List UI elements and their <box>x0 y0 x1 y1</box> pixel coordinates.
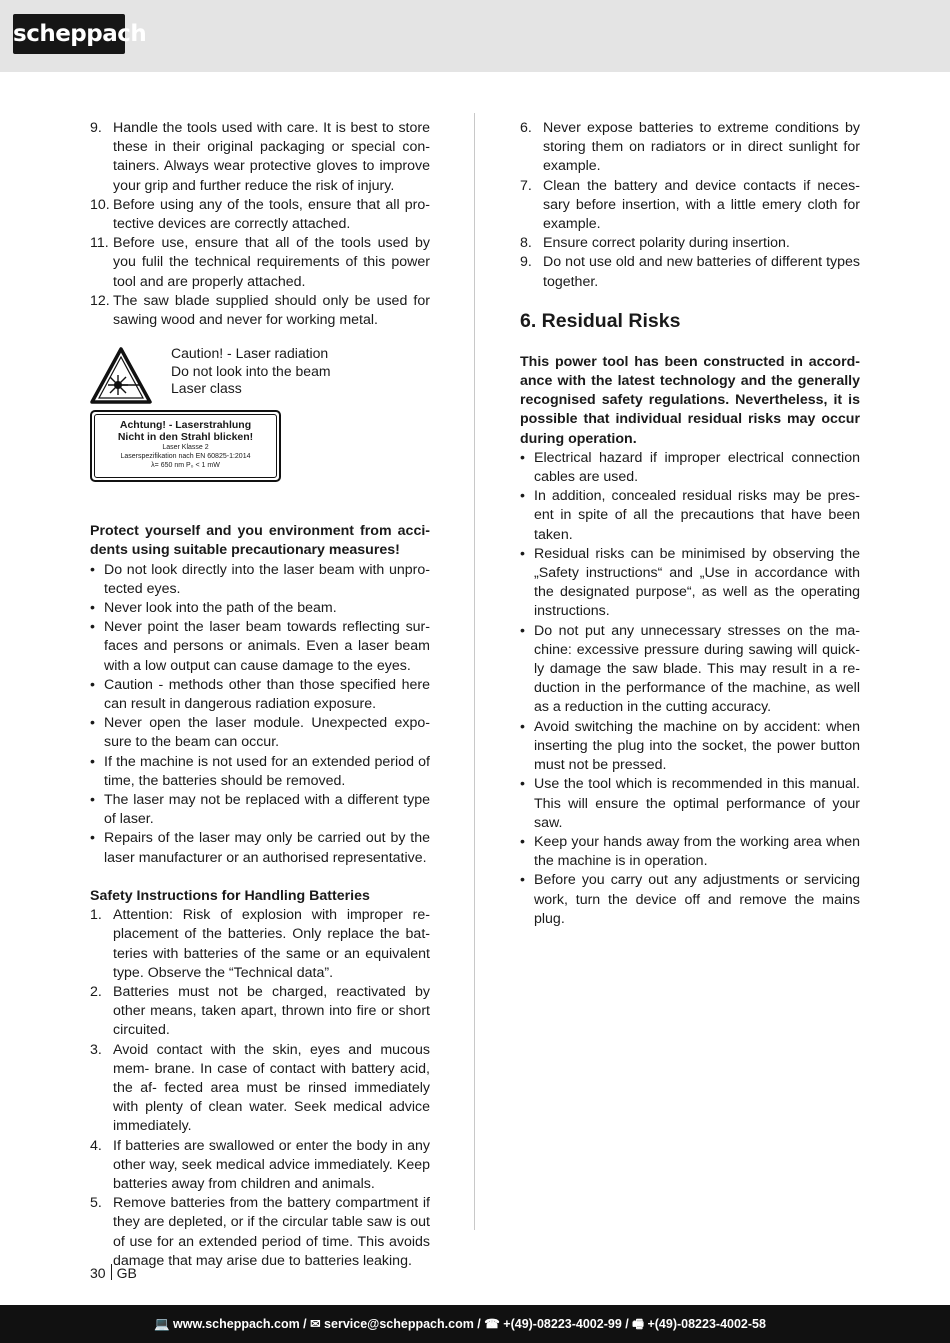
list-item: 1. Attention: Risk of explosion with improper re- placement of the batteries. Only replace the bat- teries with batteries of the same or an equivalent type. Observe the “Technical data”. <box>90 907 430 981</box>
list-item: • Repairs of the laser may only be carried out by the laser manufacturer or an authorised representative. <box>90 829 430 867</box>
protect-heading: Protect yourself and you environment from acci- dents using suitable precautionary measures! <box>90 523 430 559</box>
laser-caption: Caution! - Laser radiation Do not look into the beam Laser class <box>171 345 331 397</box>
list-item: • Do not put any unnecessary stresses on the ma- chine: excessive pressure during sawing will quick- ly damage the saw blade. This may result in a re- duction in the performance of the machine, as well as a reduction in the cutting accuracy. <box>520 622 860 718</box>
residual-risks-list <box>520 449 860 929</box>
list-item: • Do not look directly into the laser beam with unpro- tected eyes. <box>90 561 430 599</box>
battery-list-continued <box>520 119 860 292</box>
list-item: • Avoid switching the machine on by accident: when inserting the plug into the socket, the power button must not be pressed. <box>520 718 860 776</box>
laser-hazard-icon <box>90 347 152 405</box>
list-item: 12. The saw blade supplied should only be used for sawing wood and never for working metal. <box>90 292 430 329</box>
list-item: 2. Batteries must not be charged, reactivated by other means, taken apart, thrown into fire or short circuited. <box>90 983 430 1039</box>
header-bar <box>0 0 950 72</box>
list-item: 10. Before using any of the tools, ensure that all pro- tective devices are correctly attached. <box>90 196 430 233</box>
list-item: • The laser may not be replaced with a different type of laser. <box>90 791 430 829</box>
list-item: • Caution - methods other than those specified here can result in dangerous radiation exposure. <box>90 676 430 714</box>
list-item: 8. Ensure correct polarity during insertion. <box>520 235 790 252</box>
right-column <box>520 119 860 929</box>
list-item: 9. Do not use old and new batteries of different types together. <box>520 254 860 290</box>
brand-logo <box>13 14 147 54</box>
list-item: • Keep your hands away from the working area when the machine is in operation. <box>520 833 860 871</box>
column-divider <box>474 113 475 1230</box>
list-item: • Residual risks can be minimised by observing the „Safety instructions“ and „Use in accordance with the designated purpose“, as well as the operating instructions. <box>520 545 860 622</box>
list-item: • Never open the laser module. Unexpected expo- sure to the beam can occur. <box>90 714 430 752</box>
left-column <box>90 119 430 1271</box>
tools-list <box>90 119 430 330</box>
page-separator <box>111 1264 112 1280</box>
battery-list <box>90 906 430 1271</box>
logo-text: scheppach <box>13 21 147 47</box>
list-item: 7. Clean the battery and device contacts if neces- sary before insertion, with a little emery cloth for example. <box>520 177 860 233</box>
list-item: • Use the tool which is recommended in this manual. This will ensure the optimal performance of your saw. <box>520 775 860 833</box>
section-title: 6. Residual Risks <box>520 309 681 332</box>
laser-warning-block <box>90 347 430 522</box>
list-item: 4. If batteries are swallowed or enter the body in any other way, seek medical advice immediately. Keep batteries away from children and animals. <box>90 1137 430 1192</box>
list-item: 11. Before use, ensure that all of the tools used by you fulil the technical requirements of this power tool and are properly attached. <box>90 235 430 290</box>
laser-safety-list <box>90 561 430 868</box>
list-item: • Before you carry out any adjustments or servicing work, turn the device off and remove the mains plug. <box>520 871 860 929</box>
list-item: 9. Handle the tools used with care. It is best to store these in their original packaging or special con- tainers. Always wear protective gloves to improve your grip and further reduce the risk of injury. <box>90 120 430 194</box>
list-item: • In addition, concealed residual risks may be pres- ent in spite of all the precautions that have been taken. <box>520 487 860 545</box>
list-item: • If the machine is not used for an extended period of time, the batteries should be removed. <box>90 753 430 791</box>
list-item: 3. Avoid contact with the skin, eyes and mucous mem- brane. In case of contact with battery acid, the af- fected area must be rinsed immediately with plenty of clean water. Seek medical advice immediately. <box>90 1041 430 1135</box>
footer-contact: 💻 www.scheppach.com / ✉ service@scheppach.com / ☎ +(49)-08223-4002-99 / 🖷 +(49)-08223-4002-58 <box>154 1317 766 1331</box>
list-item: • Never look into the path of the beam. <box>90 599 430 618</box>
list-item: 6. Never expose batteries to extreme conditions by storing them on radiators or in direct sunlight for example. <box>520 120 860 175</box>
list-item: • Never point the laser beam towards reflecting sur- faces and persons or animals. Even a laser beam with a low output can cause damage to the eyes. <box>90 618 430 676</box>
list-item: 5. Remove batteries from the battery compartment if they are depleted, or if the circular table saw is out of use for an extended period of time. This avoids damage that may arise due to batteries leaking. <box>90 1195 430 1269</box>
page-number: 30 GB <box>90 1265 137 1281</box>
footer-bar <box>0 1305 950 1343</box>
battery-heading: Safety Instructions for Handling Batteries <box>90 887 370 904</box>
laser-class-label: Achtung! - Laserstrahlung Nicht in den Strahl blicken! Laser Klasse 2 Laserspezifikation nach EN 60825-1:2014 λ= 650 nm P₀ < 1 mW <box>90 410 281 482</box>
list-item: • Electrical hazard if improper electrical connection cables are used. <box>520 449 860 487</box>
residual-risks-intro: This power tool has been constructed in accord- ance with the latest technology and the generally recognised safety regulations. Nevertheless, it is possible that individual residual risks may occur during operation. <box>520 353 860 447</box>
